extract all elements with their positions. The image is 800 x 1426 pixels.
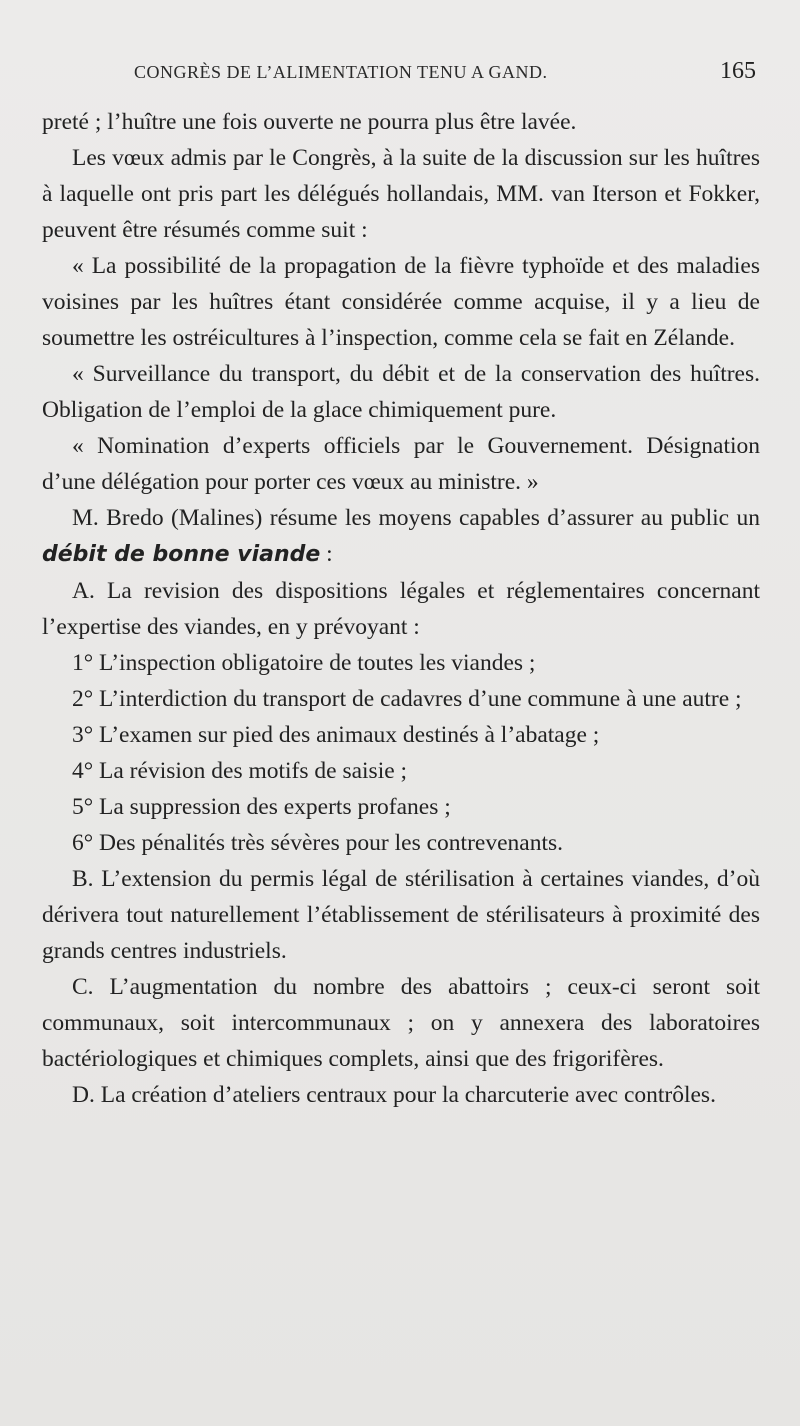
running-head	[42, 60, 760, 86]
page-number: 165	[720, 58, 756, 84]
paragraph: preté ; l’huître une fois ouverte ne pourra plus être lavée.	[42, 109, 577, 135]
numbered-item: 6° Des pénalités très sévères pour les contrevenants.	[72, 830, 563, 856]
quoted-resolution: « Surveillance du transport, du débit et de la conservation des huîtres. Obligation de l’emploi de la glace chimiquement pure.	[42, 361, 760, 423]
numbered-item: 3° L’examen sur pied des animaux destinés à l’abatage ;	[72, 722, 600, 748]
section-item: A. La revision des dispositions légales et réglementaires concernant l’expertise des viandes, en y prévoyant :	[42, 578, 760, 640]
numbered-item: 1° L’inspection obligatoire de toutes les viandes ;	[72, 650, 536, 676]
section-item: B. L’extension du permis légal de stérilisation à certaines viandes, d’où dérivera tout naturellement l’établissement de stérilisateurs à proximité des grands centres industriels.	[42, 866, 760, 964]
quoted-resolution: « Nomination d’experts officiels par le Gouvernement. Désignation d’une délégation pour porter ces vœux au ministre. »	[42, 433, 760, 495]
running-title: CONGRÈS DE L’ALIMENTATION TENU A GAND.	[134, 62, 548, 82]
text-run: M. Bredo (Malines) résume les moyens capables d’assurer au public un	[72, 505, 760, 531]
section-item: C. L’augmentation du nombre des abattoirs ; ceux-ci seront soit communaux, soit intercommunaux ; on y annexera des laboratoires bactériologiques et chimiques complets, ainsi que des frigorifères.	[42, 974, 760, 1072]
numbered-item: 5° La suppression des experts profanes ;	[72, 794, 451, 820]
numbered-item: 4° La révision des motifs de saisie ;	[72, 758, 408, 784]
section-item: D. La création d’ateliers centraux pour la charcuterie avec contrôles.	[72, 1082, 716, 1108]
body-text	[42, 104, 760, 1113]
text-run: :	[320, 541, 333, 567]
emphasis-text: débit de bonne viande	[42, 542, 321, 567]
quoted-resolution: « La possibilité de la propagation de la fièvre typhoïde et des maladies voisines par les huîtres étant considérée comme acquise, il y a lieu de soumettre les ostréicultures à l’inspection, comme cela se fait en Zélande.	[42, 253, 760, 351]
paragraph: Les vœux admis par le Congrès, à la suite de la discussion sur les huîtres à laquelle ont pris part les délégués hollandais, MM. van Iterson et Fokker, peuvent être résumés comme suit :	[42, 145, 760, 243]
paragraph	[42, 500, 760, 573]
numbered-item: 2° L’interdiction du transport de cadavres d’une commune à une autre ;	[72, 686, 742, 712]
